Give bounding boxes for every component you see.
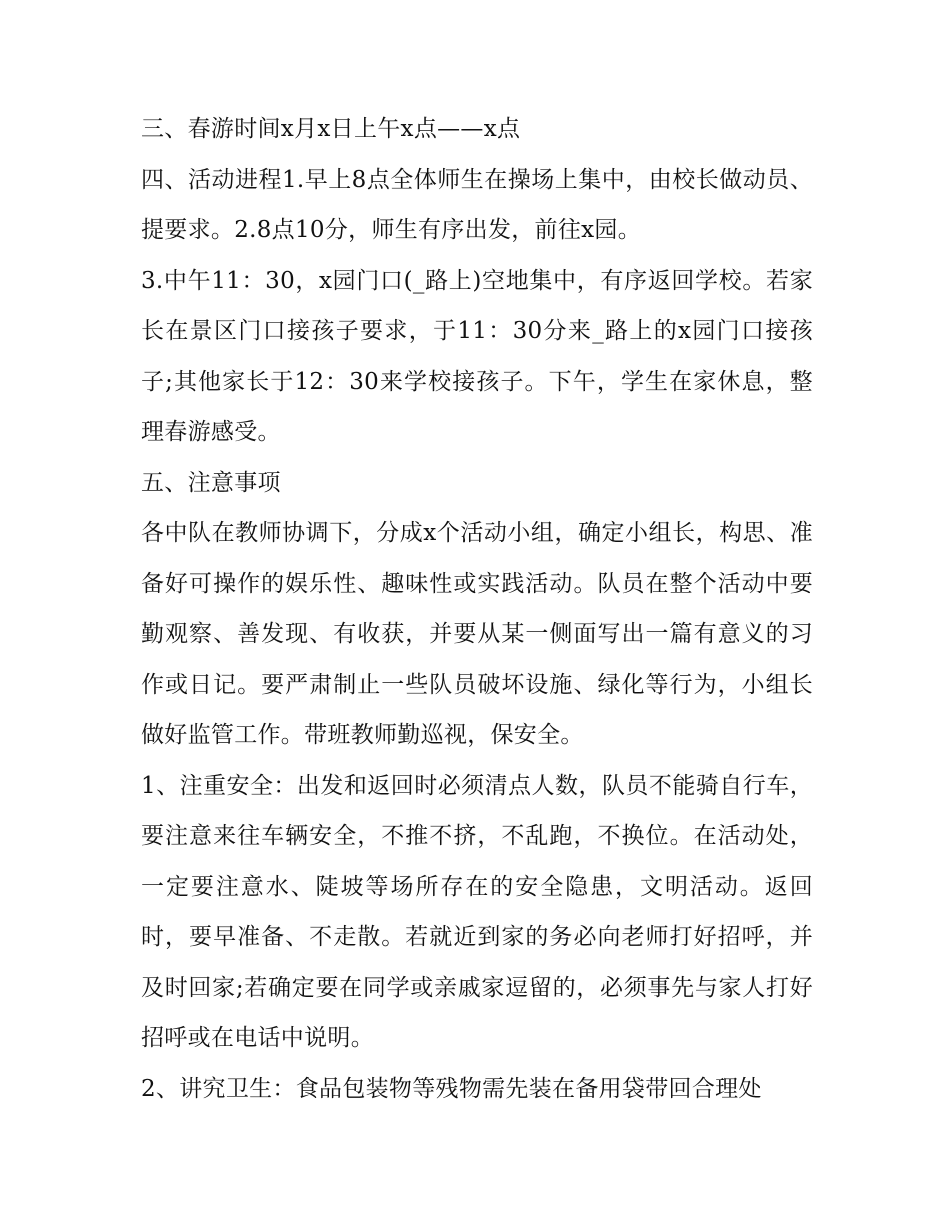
note-2-hygiene: 2、讲究卫生：食品包装物等残物需先装在备用袋带回合理处: [141, 1075, 762, 1102]
notes-paragraph: 各中队在教师协调下，分成x个活动小组，确定小组长，构思、准备好可操作的娱乐性、趣味性或实践活动。队员在整个活动中要勤观察、善发现、有收获，并要从某一侧面写出一篇有意义的习作或日记。要严肃制止一些队员破坏设施、绿化等行为，小组长做好监管工作。带班教师勤巡视，保安全。: [141, 520, 813, 748]
section-heading-notes: 五、注意事项: [141, 469, 281, 496]
document-body: [141, 104, 813, 1114]
section-activity-process: 四、活动进程1.早上8点全体师生在操场上集中，由校长做动员、提要求。2.8点10分，师生有序出发，前往x园。: [141, 166, 813, 243]
activity-step-3: 3.中午11：30，x园门口(_路上)空地集中，有序返回学校。若家长在景区门口接孩子要求，于11：30分来_路上的x园门口接孩子;其他家长于12：30来学校接孩子。下午，学生在家休息，整理春游感受。: [141, 267, 813, 445]
note-1-safety: 1、注重安全：出发和返回时必须清点人数，队员不能骑自行车，要注意来往车辆安全，不推不挤，不乱跑，不换位。在活动处，一定要注意水、陡坡等场所存在的安全隐患，文明活动。返回时，要早准备、不走散。若就近到家的务必向老师打好招呼，并及时回家;若确定要在同学或亲戚家逗留的，必须事先与家人打好招呼或在电话中说明。: [141, 772, 813, 1051]
section-heading-spring-trip-time: 三、春游时间x月x日上午x点——x点: [141, 116, 521, 142]
